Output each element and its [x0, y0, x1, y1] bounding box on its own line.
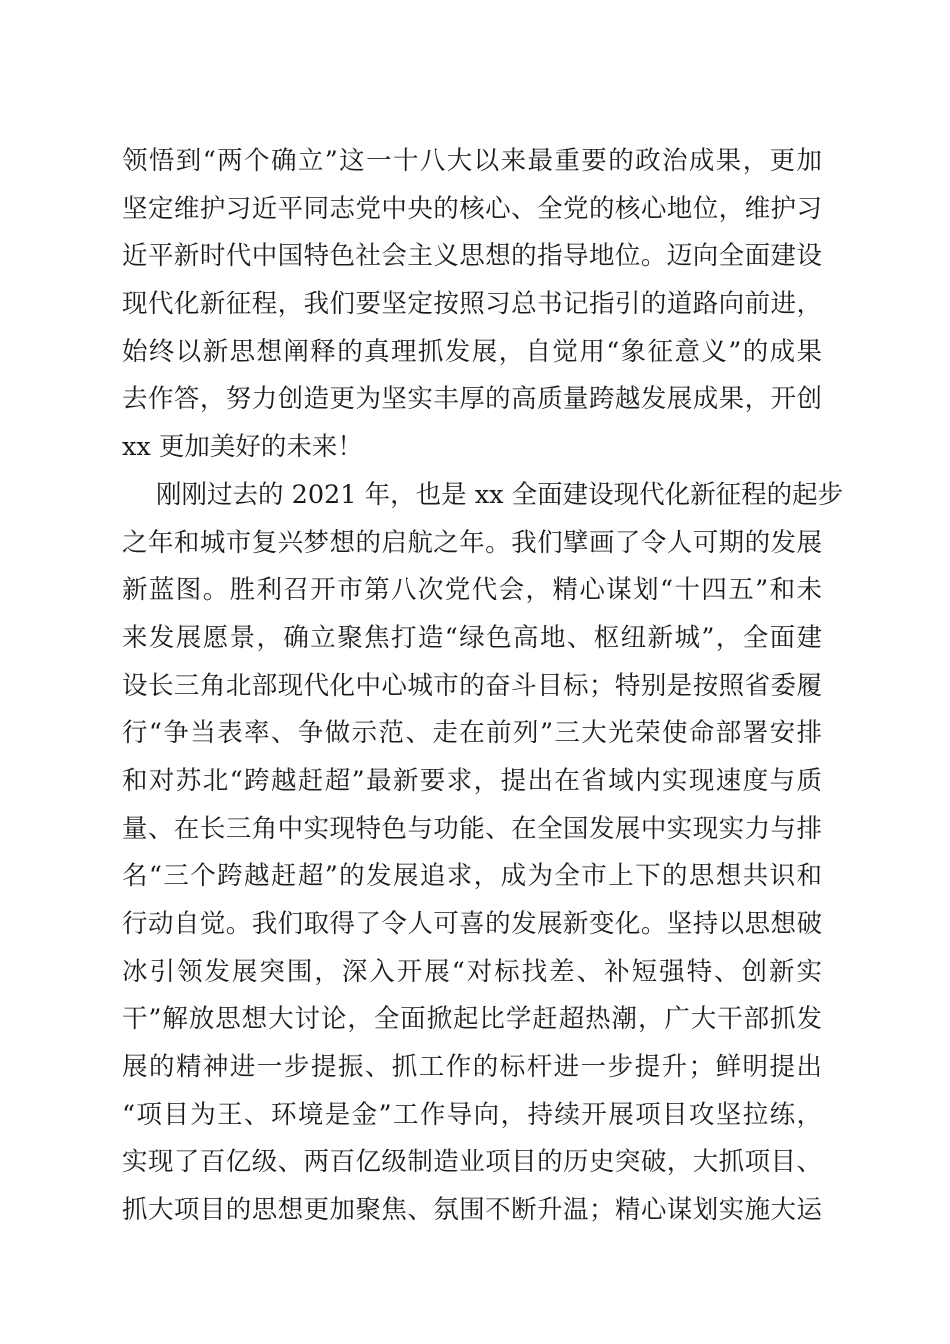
paragraph-2-line: 行“争当表率、争做示范、走在前列”三大光荣使命部署安排	[122, 718, 822, 749]
body-text	[122, 138, 844, 1235]
paragraph-2-line: 抓大项目的思想更加聚焦、氛围不断升温；精心谋划实施大运	[122, 1195, 822, 1226]
paragraph-1-line: 近平新时代中国特色社会主义思想的指导地位。迈向全面建设	[122, 241, 822, 272]
paragraph-2-line: 新蓝图。胜利召开市第八次党代会，精心谋划“十四五”和未	[122, 575, 822, 606]
paragraph-2-line: 设长三角北部现代化中心城市的奋斗目标；特别是按照省委履	[122, 670, 822, 701]
paragraph-2-line: 量、在长三角中实现特色与功能、在全国发展中实现实力与排	[122, 813, 822, 844]
paragraph-2-line: 冰引领发展突围，深入开展“对标找差、补短强特、创新实	[122, 956, 822, 987]
paragraph-2-line: 名“三个跨越赶超”的发展追求，成为全市上下的思想共识和	[122, 861, 822, 892]
paragraph-1-line: 始终以新思想阐释的真理抓发展，自觉用“象征意义”的成果	[122, 336, 822, 367]
paragraph-1-line: 现代化新征程，我们要坚定按照习总书记指引的道路向前进，	[122, 289, 822, 320]
paragraph-2-line: 之年和城市复兴梦想的启航之年。我们擘画了令人可期的发展	[122, 527, 822, 558]
paragraph-1-line: 去作答，努力创造更为坚实丰厚的高质量跨越发展成果，开创	[122, 384, 822, 415]
paragraph-2-line: “项目为王、环境是金”工作导向，持续开展项目攻坚拉练，	[122, 1099, 822, 1130]
paragraph-2-line: 实现了百亿级、两百亿级制造业项目的历史突破，大抓项目、	[122, 1147, 822, 1178]
paragraph-2-line: 来发展愿景，确立聚焦打造“绿色高地、枢纽新城”，全面建	[122, 622, 822, 653]
paragraph-2-line: 展的精神进一步提振、抓工作的标杆进一步提升；鲜明提出	[122, 1052, 822, 1083]
paragraph-2-line: 干”解放思想大讨论，全面掀起比学赶超热潮，广大干部抓发	[122, 1004, 822, 1035]
paragraph-1-line: 领悟到“两个确立”这一十八大以来最重要的政治成果，更加	[122, 146, 822, 176]
paragraph-1-last-line: xx 更加美好的未来！	[122, 432, 363, 463]
paragraph-2-line: 和对苏北“跨越赶超”最新要求，提出在省域内实现速度与质	[122, 765, 822, 796]
paragraph-2-line: 行动自觉。我们取得了令人可喜的发展新变化。坚持以思想破	[122, 909, 822, 939]
paragraph-2-first-line: 刚刚过去的 2021 年，也是 xx 全面建设现代化新征程的起步	[156, 479, 844, 510]
paragraph-1-line: 坚定维护习近平同志党中央的核心、全党的核心地位，维护习	[122, 193, 822, 224]
